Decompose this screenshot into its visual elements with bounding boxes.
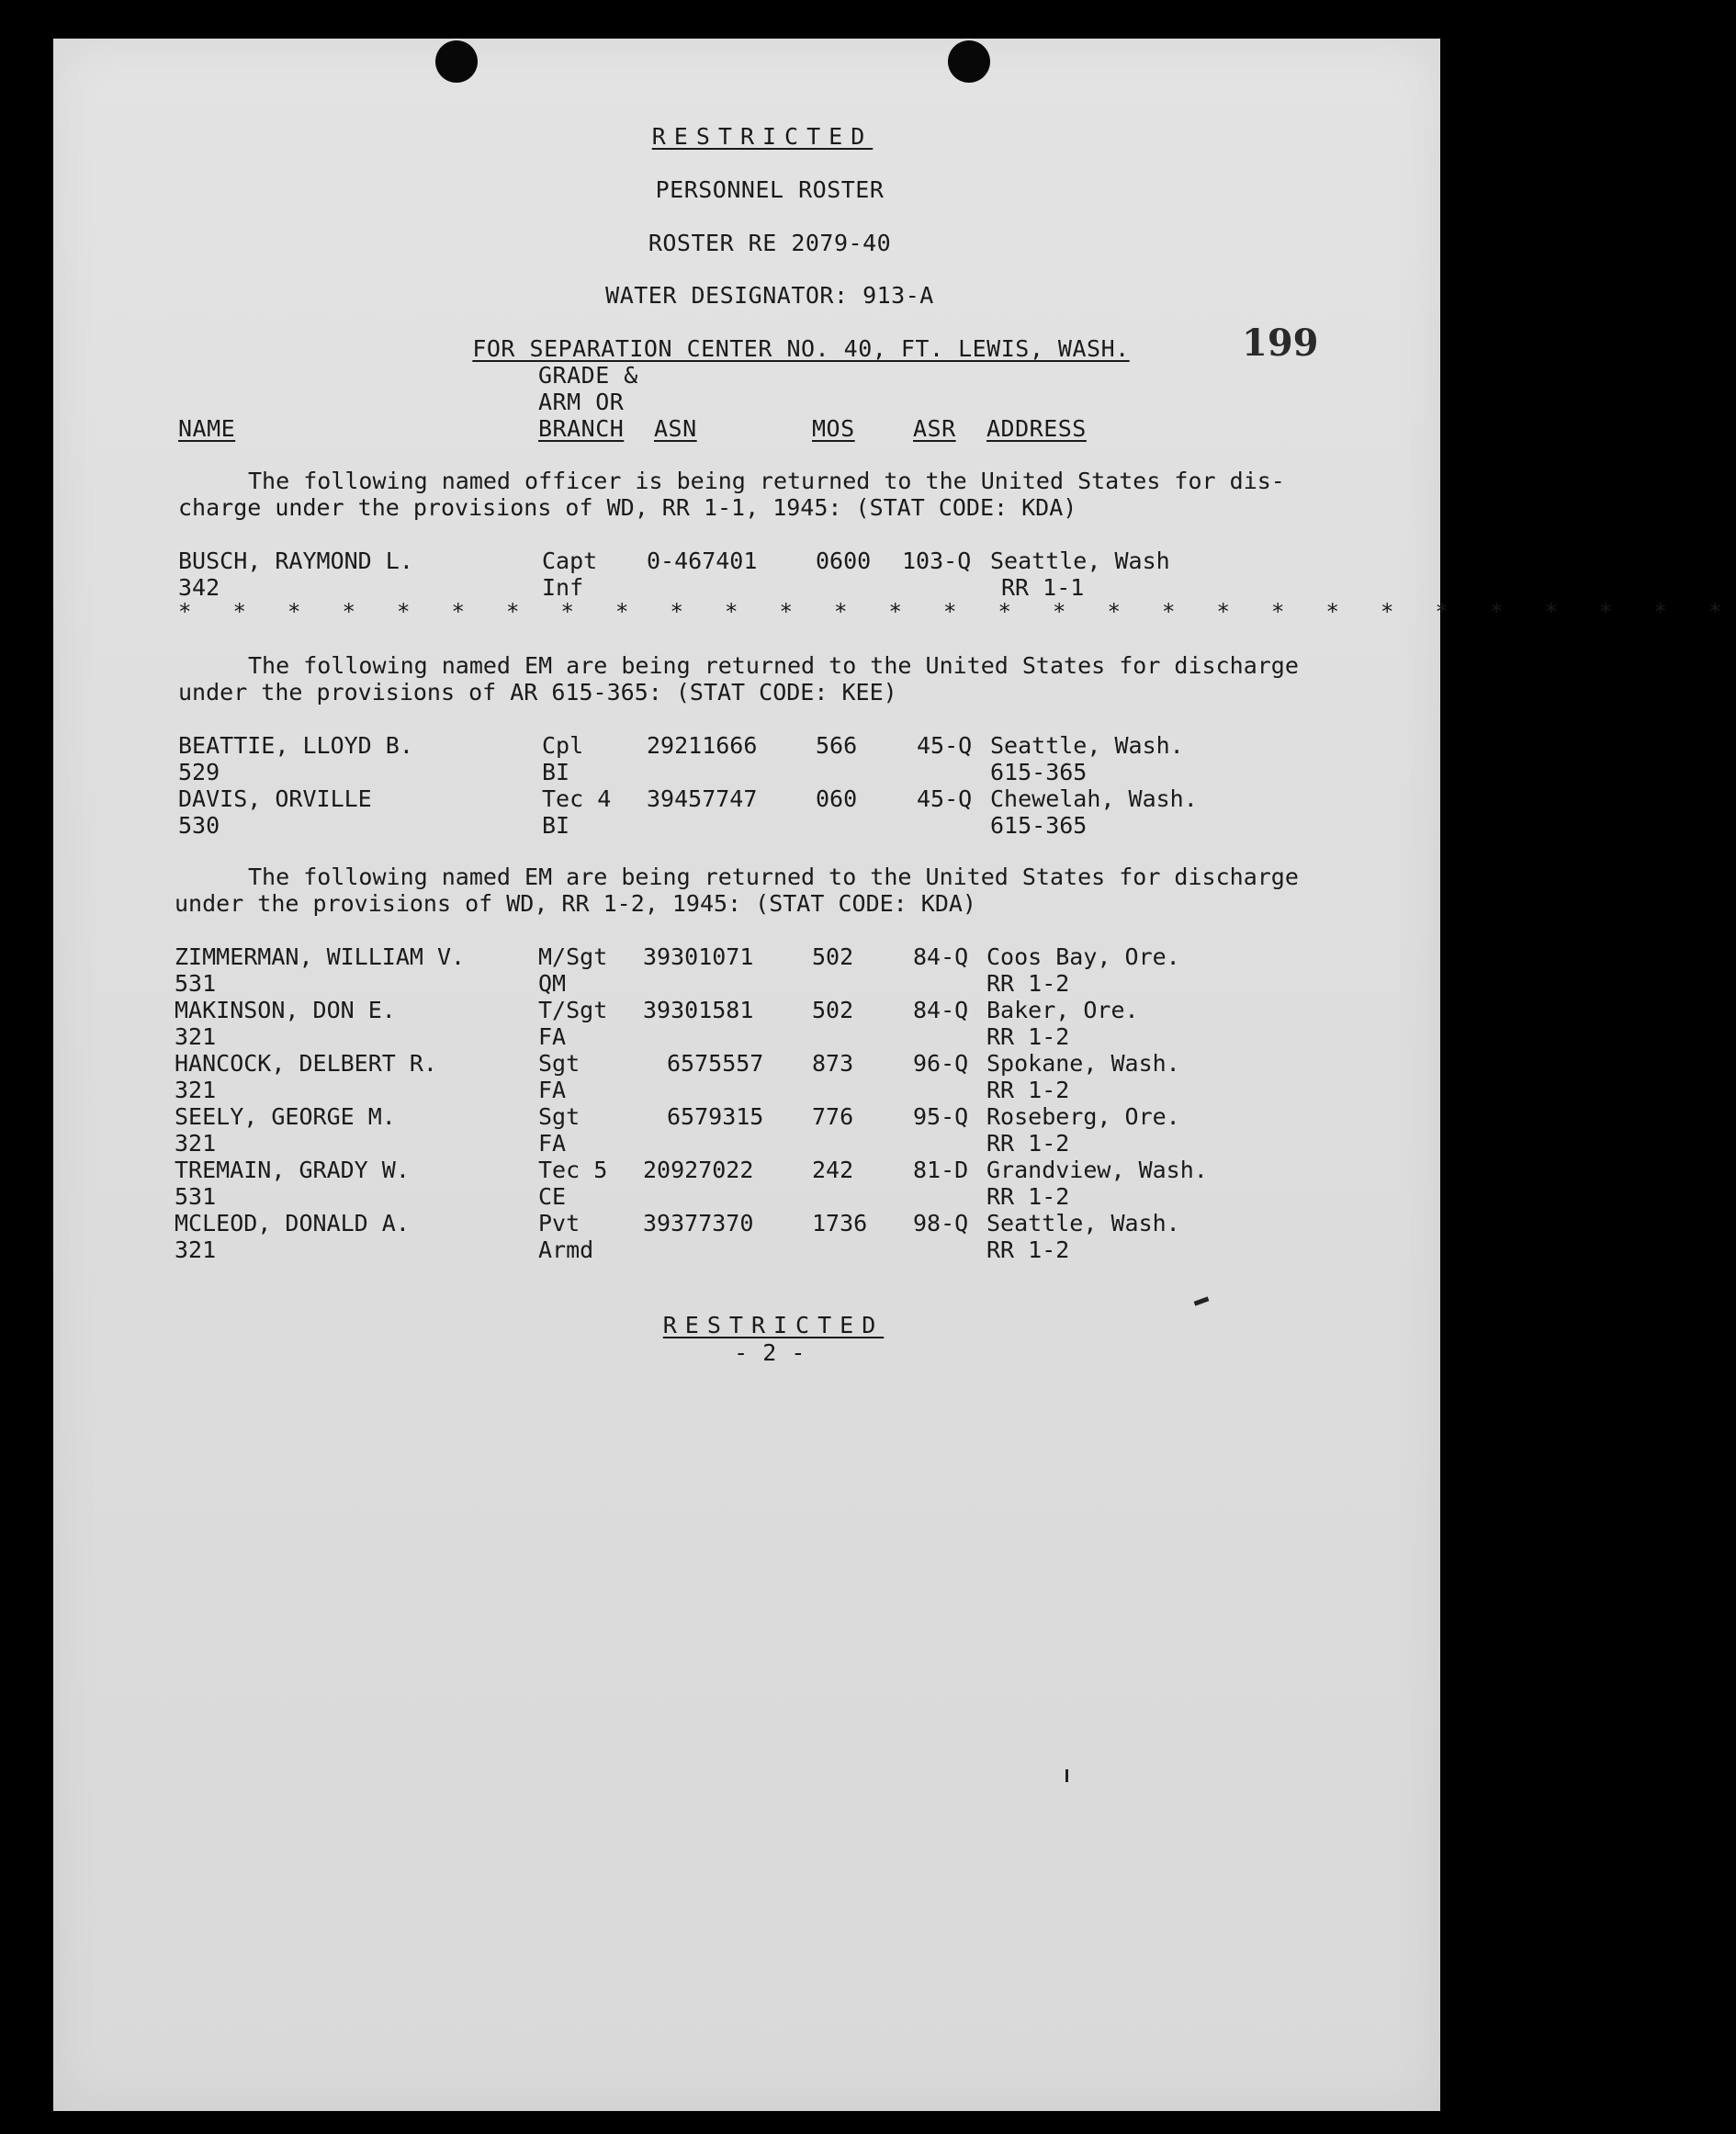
asn-cell: 39457747 <box>647 785 758 812</box>
name-cell: ZIMMERMAN, WILLIAM V. <box>175 943 466 970</box>
mos-cell: 1736 <box>812 1210 868 1236</box>
branch-cell: CE <box>538 1183 567 1210</box>
authority-cell: 615-365 <box>990 759 1088 785</box>
address-cell: Roseberg, Ore. <box>986 1103 1180 1130</box>
asr-cell: 103-Q <box>902 548 972 574</box>
address-cell: Grandview, Wash. <box>986 1157 1208 1183</box>
code-cell: 530 <box>178 812 220 839</box>
section-intro-line: under the provisions of WD, RR 1-2, 1945: (STAT CODE: KDA) <box>175 890 976 917</box>
grade-cell: Tec 5 <box>538 1157 608 1183</box>
code-cell: 321 <box>175 1236 217 1263</box>
address-cell: Coos Bay, Ore. <box>986 943 1180 970</box>
address-cell: Seattle, Wash <box>990 548 1170 574</box>
branch-cell: BI <box>542 812 570 839</box>
table-row <box>57 548 1435 601</box>
table-row <box>57 732 1435 785</box>
branch-cell: QM <box>538 970 567 997</box>
address-cell: Seattle, Wash. <box>986 1210 1180 1236</box>
code-cell: 531 <box>175 970 217 997</box>
table-row <box>53 943 1431 997</box>
page-number: - 2 - <box>734 1339 806 1366</box>
table-row <box>53 1210 1431 1263</box>
address-cell: Seattle, Wash. <box>990 732 1184 759</box>
authority-cell: RR 1-2 <box>986 1023 1070 1050</box>
mos-cell: 566 <box>816 732 858 759</box>
name-cell: MAKINSON, DON E. <box>175 997 396 1023</box>
punch-hole <box>435 40 478 83</box>
asn-cell: 20927022 <box>643 1157 754 1183</box>
code-cell: 529 <box>178 759 220 785</box>
name-cell: HANCOCK, DELBERT R. <box>175 1050 437 1077</box>
authority-cell: RR 1-2 <box>986 1183 1070 1210</box>
authority-cell: RR 1-2 <box>986 1077 1070 1103</box>
grade-cell: Cpl <box>542 732 584 759</box>
restricted-footer: RESTRICTED <box>662 1312 885 1338</box>
table-row <box>53 1050 1431 1103</box>
asr-cell: 45-Q <box>917 732 973 759</box>
authority-cell: 615-365 <box>990 812 1088 839</box>
restricted-header: RESTRICTED <box>651 123 874 150</box>
asn-cell: 6575557 <box>667 1050 764 1077</box>
water-designator: WATER DESIGNATOR: 913-A <box>605 282 934 309</box>
address-cell: Chewelah, Wash. <box>990 785 1198 812</box>
authority-cell: RR 1-1 <box>1001 574 1085 601</box>
code-cell: 321 <box>175 1130 217 1157</box>
col-header-grade-1: GRADE & <box>538 362 638 389</box>
asr-cell: 95-Q <box>913 1103 969 1130</box>
authority-cell: RR 1-2 <box>986 1236 1070 1263</box>
asn-cell: 0-467401 <box>647 548 758 574</box>
branch-cell: FA <box>538 1077 567 1103</box>
asr-cell: 84-Q <box>913 997 969 1023</box>
asn-cell: 39377370 <box>643 1210 754 1236</box>
separator-stars: * * * * * * * * * * * * * * * * * * * * * * * * * * * * * <box>178 599 1736 625</box>
code-cell: 531 <box>175 1183 217 1210</box>
address-cell: Baker, Ore. <box>986 997 1139 1023</box>
name-cell: DAVIS, ORVILLE <box>178 785 372 812</box>
asn-cell: 39301581 <box>643 997 754 1023</box>
code-cell: 342 <box>178 574 220 601</box>
asr-cell: 96-Q <box>913 1050 969 1077</box>
table-row <box>53 997 1431 1050</box>
section-intro-line: The following named EM are being returned to the United States for discharge <box>248 652 1299 679</box>
grade-cell: Sgt <box>538 1103 581 1130</box>
branch-cell: Inf <box>542 574 584 601</box>
asn-cell: 39301071 <box>643 943 754 970</box>
grade-cell: M/Sgt <box>538 943 608 970</box>
section-intro-line: under the provisions of AR 615-365: (STAT CODE: KEE) <box>178 679 897 706</box>
code-cell: 321 <box>175 1077 217 1103</box>
mos-cell: 060 <box>816 785 858 812</box>
grade-cell: Tec 4 <box>542 785 612 812</box>
col-header-name: NAME <box>178 415 236 442</box>
table-row <box>53 1157 1431 1210</box>
asr-cell: 45-Q <box>917 785 973 812</box>
code-cell: 321 <box>175 1023 217 1050</box>
address-cell: Spokane, Wash. <box>986 1050 1180 1077</box>
mos-cell: 776 <box>812 1103 854 1130</box>
stray-mark <box>1065 1769 1068 1782</box>
branch-cell: Armd <box>538 1236 594 1263</box>
branch-cell: FA <box>538 1023 567 1050</box>
section-intro-line: The following named EM are being returned to the United States for discharge <box>248 864 1299 890</box>
name-cell: MCLEOD, DONALD A. <box>175 1210 410 1236</box>
authority-cell: RR 1-2 <box>986 970 1070 997</box>
grade-cell: Sgt <box>538 1050 581 1077</box>
branch-cell: FA <box>538 1130 567 1157</box>
asn-cell: 29211666 <box>647 732 758 759</box>
grade-cell: Pvt <box>538 1210 581 1236</box>
grade-cell: Capt <box>542 548 598 574</box>
table-row <box>57 785 1435 839</box>
asn-cell: 6579315 <box>667 1103 764 1130</box>
mos-cell: 502 <box>812 997 854 1023</box>
col-header-branch: BRANCH <box>538 415 625 442</box>
authority-cell: RR 1-2 <box>986 1130 1070 1157</box>
asr-cell: 84-Q <box>913 943 969 970</box>
section-intro-line: The following named officer is being returned to the United States for dis- <box>248 468 1285 494</box>
roster-number: ROSTER RE 2079-40 <box>648 230 892 256</box>
asr-cell: 98-Q <box>913 1210 969 1236</box>
mos-cell: 242 <box>812 1157 854 1183</box>
col-header-mos: MOS <box>812 415 855 442</box>
col-header-asn: ASN <box>654 415 697 442</box>
mos-cell: 0600 <box>816 548 872 574</box>
section-intro-line: charge under the provisions of WD, RR 1-1, 1945: (STAT CODE: KDA) <box>178 494 1077 521</box>
col-header-asr: ASR <box>913 415 956 442</box>
name-cell: BEATTIE, LLOYD B. <box>178 732 413 759</box>
name-cell: TREMAIN, GRADY W. <box>175 1157 410 1183</box>
branch-cell: BI <box>542 759 570 785</box>
mos-cell: 502 <box>812 943 854 970</box>
asr-cell: 81-D <box>913 1157 969 1183</box>
separation-center: FOR SEPARATION CENTER NO. 40, FT. LEWIS, WASH. <box>472 335 1130 362</box>
mos-cell: 873 <box>812 1050 854 1077</box>
name-cell: SEELY, GEORGE M. <box>175 1103 396 1130</box>
punch-hole <box>948 40 990 83</box>
page-stamp: 199 <box>1242 322 1319 365</box>
name-cell: BUSCH, RAYMOND L. <box>178 548 413 574</box>
col-header-address: ADDRESS <box>986 415 1087 442</box>
grade-cell: T/Sgt <box>538 997 608 1023</box>
document-title: PERSONNEL ROSTER <box>655 176 885 203</box>
table-row <box>53 1103 1431 1157</box>
col-header-grade-2: ARM OR <box>538 389 625 415</box>
